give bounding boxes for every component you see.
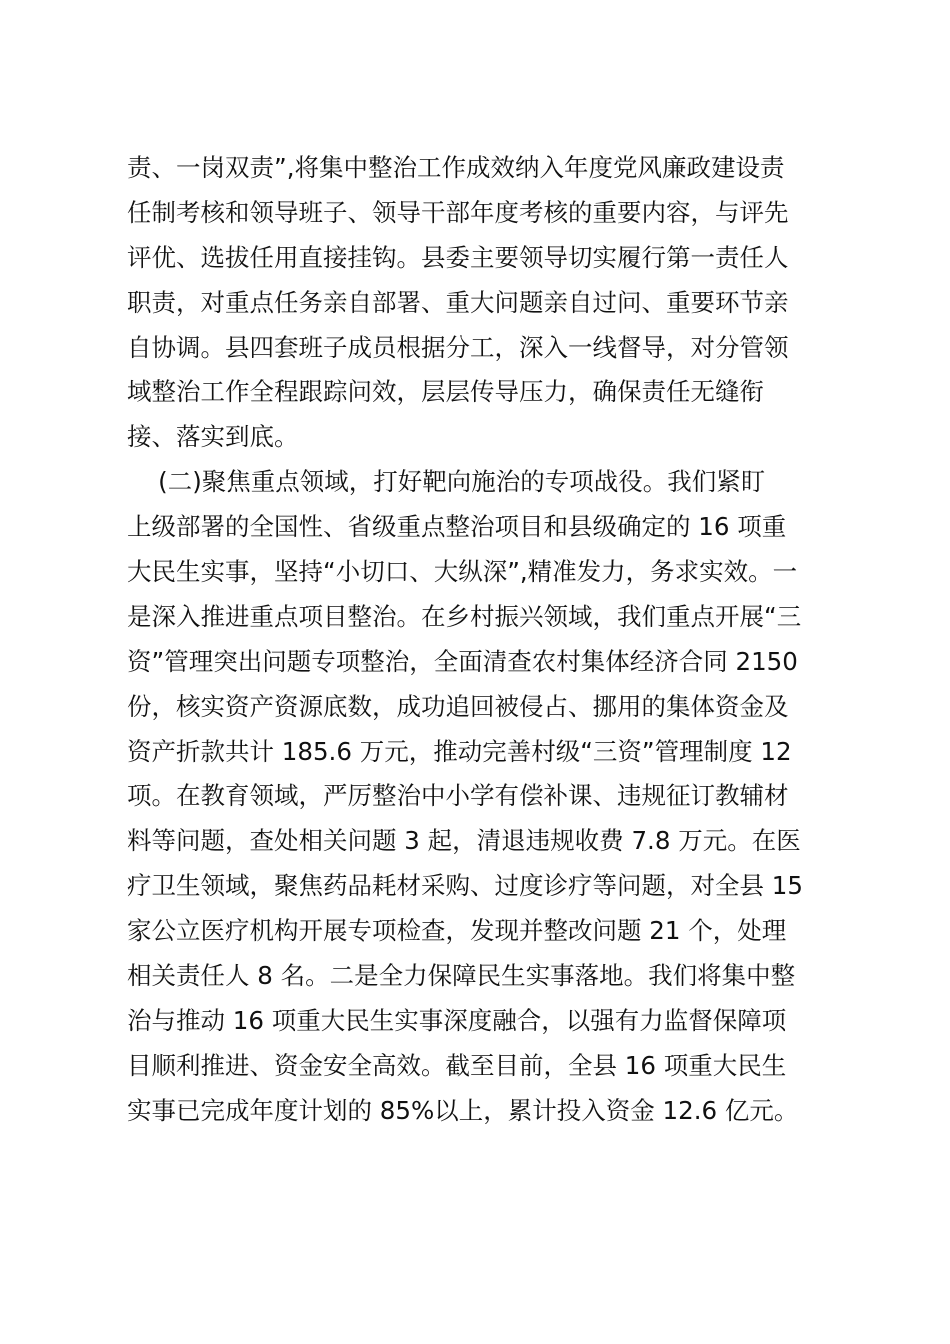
text-line: 接、落实到底。 [127, 422, 299, 452]
text-line: 资产折款共计 185.6 万元，推动完善村级“三资”管理制度 12 [127, 736, 792, 766]
text-line: 料等问题，查处相关问题 3 起，清退违规收费 7.8 万元。在医 [127, 826, 801, 856]
body-text [127, 146, 827, 1134]
text-line: 目顺利推进、资金安全高效。截至目前，全县 16 项重大民生 [127, 1050, 787, 1080]
text-line: 家公立医疗机构开展专项检查，发现并整改问题 21 个，处理 [127, 916, 787, 946]
text-line: 疗卫生领域，聚焦药品耗材采购、过度诊疗等问题，对全县 15 [127, 871, 803, 901]
text-line: 治与推动 16 项重大民生实事深度融合，以强有力监督保障项 [127, 1005, 787, 1035]
text-line: 域整治工作全程跟踪问效，层层传导压力，确保责任无缝衔 [127, 377, 764, 407]
text-line: 评优、选拔任用直接挂钩。县委主要领导切实履行第一责任人 [127, 242, 789, 272]
text-line: 项。在教育领域，严厉整治中小学有偿补课、违规征订教辅材 [127, 781, 789, 811]
text-line: (二)聚焦重点领域，打好靶向施治的专项战役。我们紧盯 [127, 467, 766, 497]
text-line: 自协调。县四套班子成员根据分工，深入一线督导，对分管领 [127, 332, 789, 362]
text-line: 资”管理突出问题专项整治，全面清查农村集体经济合同 2150 [127, 646, 798, 676]
text-line: 相关责任人 8 名。二是全力保障民生实事落地。我们将集中整 [127, 961, 796, 991]
text-line: 大民生实事，坚持“小切口、大纵深”,精准发力，务求实效。一 [127, 557, 798, 587]
text-line: 上级部署的全国性、省级重点整治项目和县级确定的 16 项重 [127, 512, 787, 542]
text-line: 任制考核和领导班子、领导干部年度考核的重要内容，与评先 [127, 197, 789, 227]
text-line: 实事已完成年度计划的 85%以上，累计投入资金 12.6 亿元。 [127, 1095, 799, 1125]
text-line: 是深入推进重点项目整治。在乡村振兴领域，我们重点开展“三 [127, 601, 802, 631]
text-line: 职责，对重点任务亲自部署、重大问题亲自过问、重要环节亲 [127, 287, 789, 317]
text-line: 份，核实资产资源底数，成功追回被侵占、挪用的集体资金及 [127, 691, 789, 721]
text-line: 责、一岗双责”,将集中整治工作成效纳入年度党风廉政建设责 [127, 153, 785, 182]
